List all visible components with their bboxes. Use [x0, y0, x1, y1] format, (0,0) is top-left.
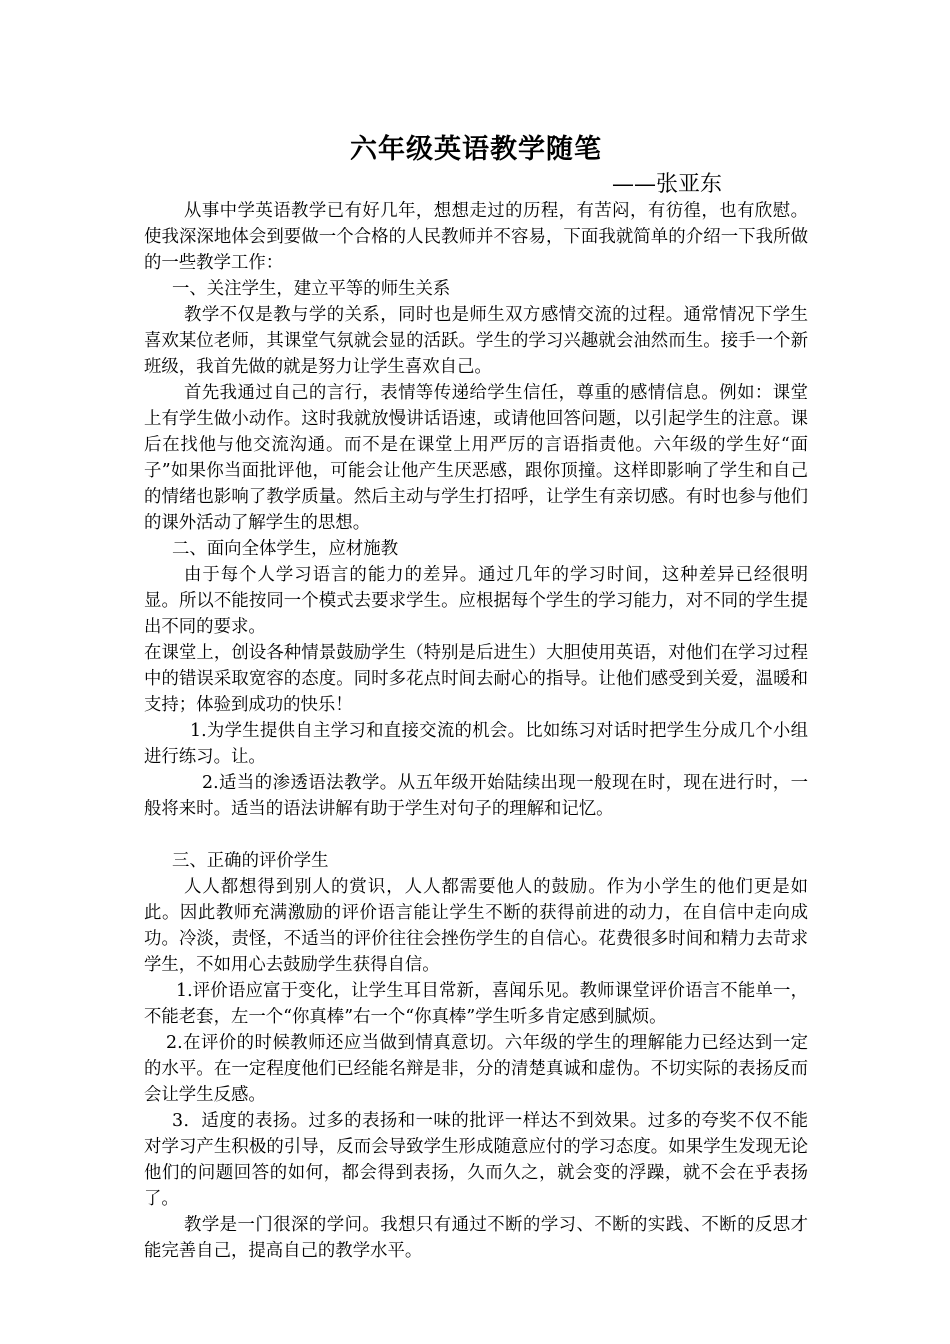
paragraph: 人人都想得到别人的赏识，人人都需要他人的鼓励。作为小学生的他们更是如此。因此教师充满激励的评价语言能让学生不断的获得前进的动力，在自信中走向成功。冷淡，责怪，不适当的评价往往会挫伤学生的自信心。花费很多时间和精力去苛求学生，不如用心去鼓励学生获得自信。 — [144, 877, 808, 975]
list-item: 2.在评价的时候教师还应当做到情真意切。六年级的学生的理解能力已经达到一定的水平。在一定程度他们已经能名辩是非，分的清楚真诚和虚伪。不切实际的表扬反而会让学生反感。 — [144, 1033, 808, 1105]
paragraph: 教学不仅是教与学的关系，同时也是师生双方感情交流的过程。通常情况下学生喜欢某位老师，其课堂气氛就会显的活跃。学生的学习兴趣就会油然而生。接手一个新班级，我首先做的就是努力让学生喜欢自己。 — [144, 305, 808, 377]
paragraph: 在课堂上，创设各种情景鼓励学生（特别是后进生）大胆使用英语，对他们在学习过程中的错误采取宽容的态度。同时多花点时间去耐心的指导。让他们感受到关爱，温暖和支持；体验到成功的快乐！ — [144, 643, 808, 715]
paragraph-conclusion: 教学是一门很深的学问。我想只有通过不断的学习、不断的实践、不断的反思才能完善自己，提高自己的教学水平。 — [144, 1215, 808, 1261]
section-heading-3: 三、正确的评价学生 — [172, 851, 329, 871]
list-item: 1.为学生提供自主学习和直接交流的机会。比如练习对话时把学生分成几个小组进行练习。让。 — [144, 721, 808, 767]
document-title: 六年级英语教学随笔 — [350, 134, 602, 165]
list-item: 3．适度的表扬。过多的表扬和一味的批评一样达不到效果。过多的夸奖不仅不能对学习产生积极的引导，反而会导致学生形成随意应付的学习态度。如果学生发现无论他们的问题回答的如何，都会得到表扬，久而久之，就会变的浮躁，就不会在乎表扬了。 — [144, 1111, 808, 1209]
document-page — [144, 130, 808, 1264]
blank-line — [144, 822, 808, 848]
list-item: 2.适当的渗透语法教学。从五年级开始陆续出现一般现在时，现在进行时，一般将来时。适当的语法讲解有助于学生对句子的理解和记忆。 — [144, 773, 808, 819]
paragraph: 由于每个人学习语言的能力的差异。通过几年的学习时间，这种差异已经很明显。所以不能按同一个模式去要求学生。应根据每个学生的学习能力，对不同的学生提出不同的要求。 — [144, 565, 808, 637]
document-author: ——张亚东 — [611, 172, 722, 197]
section-heading-2: 二、面向全体学生，应材施教 — [172, 539, 399, 559]
paragraph: 首先我通过自己的言行，表情等传递给学生信任，尊重的感情信息。例如：课堂上有学生做小动作。这时我就放慢讲话语速，或请他回答问题，以引起学生的注意。课后在找他与他交流沟通。而不是在课堂上用严厉的言语指责他。六年级的学生好“面子”如果你当面批评他，可能会让他产生厌恶感，跟你顶撞。这样即影响了学生和自己的情绪也影响了教学质量。然后主动与学生打招呼，让学生有亲切感。有时也参与他们的课外活动了解学生的思想。 — [144, 383, 808, 533]
paragraph-intro: 从事中学英语教学已有好几年，想想走过的历程，有苦闷，有彷徨，也有欣慰。使我深深地体会到要做一个合格的人民教师并不容易，下面我就简单的介绍一下我所做的一些教学工作： — [144, 201, 808, 273]
list-item: 1.评价语应富于变化，让学生耳目常新，喜闻乐见。教师课堂评价语言不能单一，不能老套，左一个“你真棒”右一个“你真棒”学生听多肯定感到腻烦。 — [144, 981, 808, 1027]
section-heading-1: 一、关注学生，建立平等的师生关系 — [172, 279, 451, 299]
